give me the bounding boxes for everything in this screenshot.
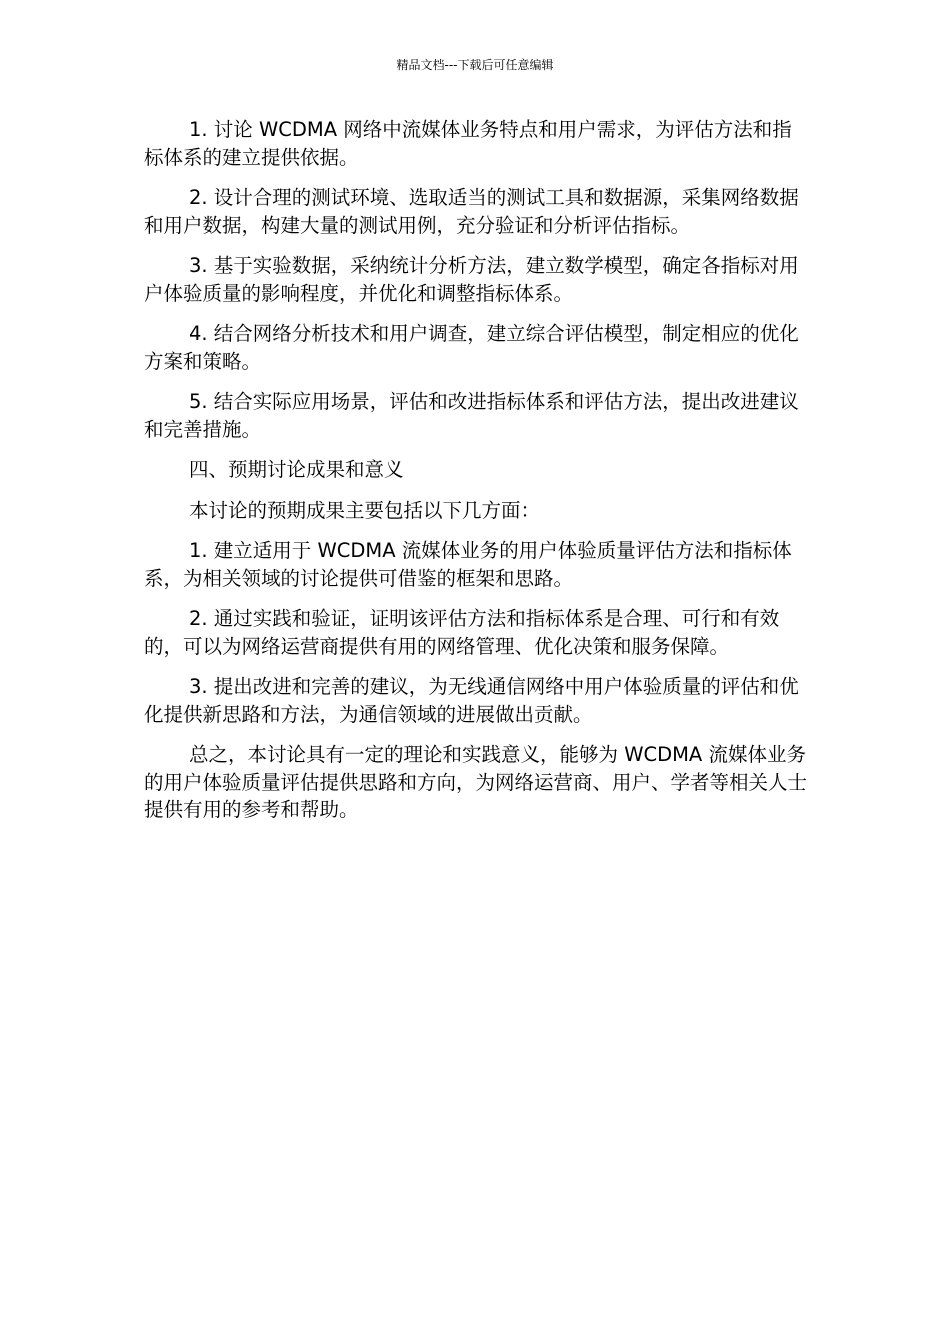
paragraph-outcome-3: 3. 提出改进和完善的建议，为无线通信网络中用户体验质量的评估和优化提供新思路和方法，为通信领域的进展做出贡献。 — [144, 675, 799, 726]
paragraph-intro: 本讨论的预期成果主要包括以下几方面： — [189, 498, 541, 522]
paragraph-conclusion: 总之，本讨论具有一定的理论和实践意义，能够为 WCDMA 流媒体业务的用户体验质量评估提供思路和方向，为网络运营商、用户、学者等相关人士提供有用的参考和帮助。 — [144, 743, 808, 821]
paragraph-method-3: 3. 基于实验数据，采纳统计分析方法，建立数学模型，确定各指标对用户体验质量的影响程度，并优化和调整指标体系。 — [144, 254, 799, 305]
paragraph-method-5: 5. 结合实际应用场景，评估和改进指标体系和评估方法，提出改进建议和完善措施。 — [144, 390, 799, 441]
paragraph-method-2: 2. 设计合理的测试环境、选取适当的测试工具和数据源，采集网络数据和用户数据，构建大量的测试用例，充分验证和分析评估指标。 — [144, 186, 799, 237]
document-body — [144, 116, 808, 837]
paragraph-outcome-2: 2. 通过实践和验证，证明该评估方法和指标体系是合理、可行和有效的，可以为网络运营商提供有用的网络管理、优化决策和服务保障。 — [144, 607, 780, 658]
paragraph-outcome-1: 1. 建立适用于 WCDMA 流媒体业务的用户体验质量评估方法和指标体系，为相关领域的讨论提供可借鉴的框架和思路。 — [144, 539, 792, 590]
page-header: 精品文档---下载后可任意编辑 — [396, 58, 554, 72]
paragraph-method-4: 4. 结合网络分析技术和用户调查，建立综合评估模型，制定相应的优化方案和策略。 — [144, 322, 799, 373]
section-heading: 四、预期讨论成果和意义 — [189, 458, 404, 481]
paragraph-method-1: 1. 讨论 WCDMA 网络中流媒体业务特点和用户需求，为评估方法和指标体系的建立提供依据。 — [144, 118, 792, 169]
